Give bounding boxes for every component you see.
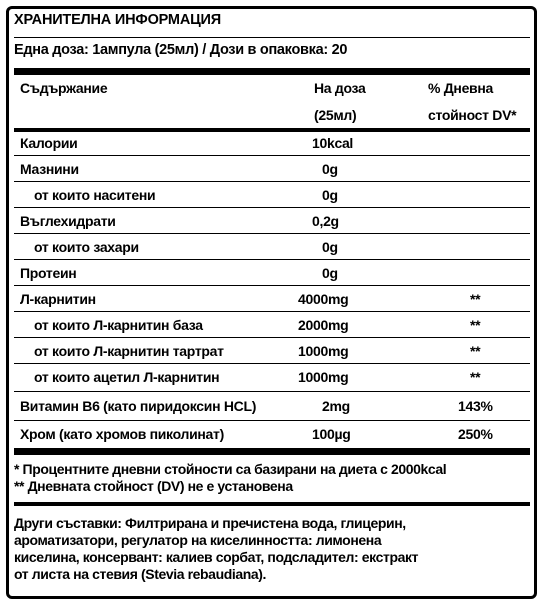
divider-thick xyxy=(14,448,530,455)
row-amount: 1000mg xyxy=(298,369,349,385)
row-divider xyxy=(14,285,530,286)
row-dv: ** xyxy=(470,291,481,307)
divider-medium xyxy=(14,128,530,132)
row-amount: 100µg xyxy=(312,426,351,442)
row-dv: 250% xyxy=(458,426,493,442)
column-header-dv: % Дневна xyxy=(428,80,494,96)
row-name: Мазнини xyxy=(20,161,79,177)
footnote-daily-values: * Процентните дневни стойности са базирани на диета с 2000kcal xyxy=(14,461,447,477)
row-divider xyxy=(14,233,530,234)
row-name: Витамин B6 (като пиридоксин HCL) xyxy=(20,398,257,414)
row-name: Протеин xyxy=(20,265,77,281)
row-dv: ** xyxy=(470,343,481,359)
footnote-dv-not-established: ** Дневната стойност (DV) не е установена xyxy=(14,478,293,494)
row-divider xyxy=(14,311,530,312)
row-amount: 0g xyxy=(322,265,338,281)
divider-thick xyxy=(14,68,530,75)
row-amount: 2000mg xyxy=(298,317,349,333)
row-amount: 0g xyxy=(322,161,338,177)
row-name: от които наситени xyxy=(34,187,156,203)
other-ingredients-line: киселина, консервант: калиев сорбат, подсладител: екстракт xyxy=(14,549,419,565)
row-dv: 143% xyxy=(458,398,493,414)
row-name: от които захари xyxy=(34,239,139,255)
row-divider xyxy=(14,155,530,156)
row-amount: 2mg xyxy=(322,398,350,414)
row-name: от които ацетил Л-карнитин xyxy=(34,369,220,385)
row-divider xyxy=(14,337,530,338)
row-divider xyxy=(14,207,530,208)
other-ingredients-line: Други съставки: Филтрирана и пречистена вода, глицерин, xyxy=(14,515,406,531)
row-dv: ** xyxy=(470,369,481,385)
row-name: от които Л-карнитин база xyxy=(34,317,203,333)
row-amount: 1000mg xyxy=(298,343,349,359)
row-amount: 0g xyxy=(322,187,338,203)
column-header-per-dose-unit: (25мл) xyxy=(314,107,357,123)
serving-info: Една доза: 1ампула (25мл) / Дози в опаковка: 20 xyxy=(14,42,348,58)
row-amount: 0g xyxy=(322,239,338,255)
column-header-content: Съдържание xyxy=(20,80,108,96)
row-amount: 10kcal xyxy=(312,135,354,151)
row-name: Калории xyxy=(20,135,78,151)
row-amount: 4000mg xyxy=(298,291,349,307)
row-divider xyxy=(14,181,530,182)
other-ingredients-line: от листа на стевия (Stevia rebaudiana). xyxy=(14,566,267,582)
divider-medium xyxy=(14,502,530,506)
panel-title: ХРАНИТЕЛНА ИНФОРМАЦИЯ xyxy=(14,12,221,28)
row-name: Хром (като хромов пиколинат) xyxy=(20,426,224,442)
column-header-dv-line2: стойност DV* xyxy=(428,107,517,123)
row-divider xyxy=(14,259,530,260)
row-name: Въглехидрати xyxy=(20,213,116,229)
row-divider xyxy=(14,391,530,392)
row-dv: ** xyxy=(470,317,481,333)
row-divider xyxy=(14,420,530,421)
row-name: от които Л-карнитин тартрат xyxy=(34,343,224,359)
column-header-per-dose: На доза xyxy=(314,80,366,96)
other-ingredients xyxy=(14,515,524,583)
row-divider xyxy=(14,363,530,364)
row-amount: 0,2g xyxy=(312,213,339,229)
divider xyxy=(14,37,530,38)
row-name: Л-карнитин xyxy=(20,291,96,307)
other-ingredients-line: ароматизатори, регулатор на киселинността: лимонена xyxy=(14,532,382,548)
